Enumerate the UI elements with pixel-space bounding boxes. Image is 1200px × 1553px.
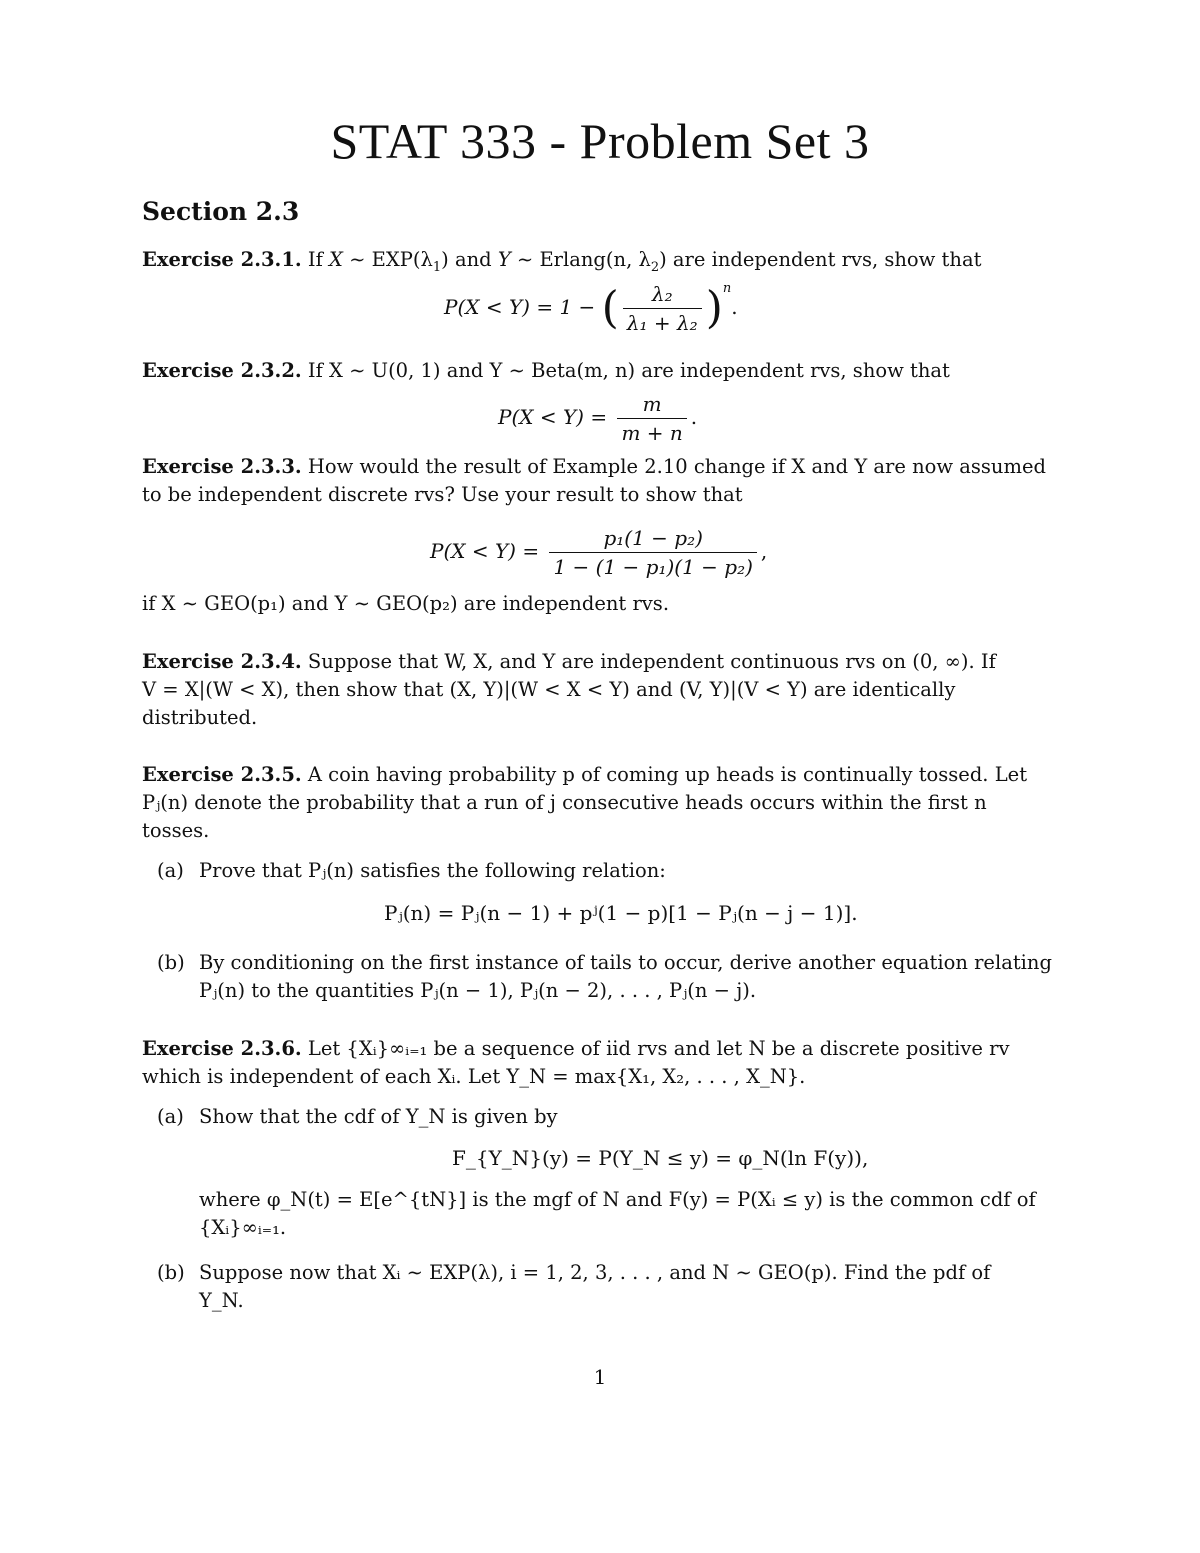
page-number: 1	[593, 1365, 607, 1389]
exercise-label: Exercise 2.3.4.	[142, 650, 302, 673]
fraction	[617, 392, 686, 445]
exercise-text: 2	[650, 259, 660, 275]
part-a-label: (a)	[157, 859, 184, 882]
equation-lhs: P(X < Y) = 1 −	[444, 295, 602, 319]
left-paren: (	[601, 282, 619, 334]
part-b-text: Y_N.	[199, 1289, 244, 1312]
fraction	[623, 282, 702, 335]
exercise-2-3-4-statement	[142, 648, 996, 676]
exercise-text: Y ∼	[497, 248, 540, 271]
equation-punct: .	[690, 405, 698, 429]
exercise-text-line: which is independent of each Xᵢ. Let Y_N = max{X₁, X₂, . . . , X_N}.	[142, 1065, 806, 1088]
equation-2-3-2	[498, 392, 697, 445]
exercise-text: ) are independent rvs, show that	[659, 248, 982, 271]
exercise-text: Erlang(n, λ	[539, 248, 651, 271]
part-a-text: Prove that Pⱼ(n) satisfies the following relation:	[199, 859, 666, 882]
page-title: STAT 333 - Problem Set 3	[330, 113, 870, 169]
section-heading: Section 2.3	[142, 197, 300, 226]
exercise-label: Exercise 2.3.2.	[142, 359, 302, 382]
exercise-text-line: V = X|(W < X), then show that (X, Y)|(W < X < Y) and (V, Y)|(V < Y) are identically	[142, 678, 956, 701]
equation-lhs: P(X < Y) =	[498, 405, 614, 429]
exercise-2-3-3-statement	[142, 453, 1046, 481]
exercise-2-3-1-statement	[142, 246, 981, 282]
part-b-text: Suppose now that Xᵢ ∼ EXP(λ), i = 1, 2, 3, . . . , and N ∼ GEO(p). Find the pdf of	[199, 1261, 991, 1284]
exercise-text: If	[301, 248, 330, 271]
exercise-label: Exercise 2.3.1.	[142, 248, 302, 271]
part-b-text: Pⱼ(n) to the quantities Pⱼ(n − 1), Pⱼ(n − 2), . . . , Pⱼ(n − j).	[199, 979, 757, 1002]
exercise-text: X ∼	[329, 248, 372, 271]
exponent: n	[722, 281, 732, 297]
fraction-numerator: λ₂	[651, 282, 673, 306]
equation-punct: .	[731, 295, 738, 319]
exercise-text-line: if X ∼ GEO(p₁) and Y ∼ GEO(p₂) are independent rvs.	[142, 592, 670, 615]
exercise-text-line: Pⱼ(n) denote the probability that a run of j consecutive heads occurs within the first n	[142, 791, 987, 814]
fraction-numerator: m	[642, 392, 662, 416]
exercise-label: Exercise 2.3.6.	[142, 1037, 302, 1060]
part-b-label: (b)	[157, 951, 185, 974]
exercise-label: Exercise 2.3.5.	[142, 763, 302, 786]
exercise-2-3-2-statement	[142, 357, 950, 385]
exercise-text: How would the result of Example 2.10 change if X and Y are now assumed	[301, 455, 1046, 478]
fraction	[549, 526, 756, 579]
fraction-denominator: λ₁ + λ₂	[623, 308, 702, 335]
fraction-numerator: p₁(1 − p₂)	[603, 526, 703, 550]
fraction-denominator: m + n	[617, 418, 686, 445]
exercise-text-line: distributed.	[142, 706, 258, 729]
fraction-denominator: 1 − (1 − p₁)(1 − p₂)	[549, 552, 756, 579]
part-b-label: (b)	[157, 1261, 185, 1284]
exercise-label: Exercise 2.3.3.	[142, 455, 302, 478]
equation-2-3-6: F_{Y_N}(y) = P(Y_N ≤ y) = φ_N(ln F(y)),	[452, 1146, 869, 1170]
exercise-text: A coin having probability p of coming up heads is continually tossed. Let	[301, 763, 1028, 786]
exercise-text: Suppose that W, X, and Y are independent continuous rvs on (0, ∞). If	[301, 650, 996, 673]
part-a-text: {Xᵢ}∞ᵢ₌₁.	[199, 1216, 287, 1239]
right-paren: )	[705, 282, 723, 334]
exercise-text: Let {Xᵢ}∞ᵢ₌₁ be a sequence of iid rvs and let N be a discrete positive rv	[301, 1037, 1010, 1060]
exercise-2-3-6-statement	[142, 1035, 1009, 1063]
part-b-text: By conditioning on the first instance of tails to occur, derive another equation relating	[199, 951, 1052, 974]
exercise-2-3-5-statement	[142, 761, 1027, 789]
exercise-text: EXP(λ	[371, 248, 433, 271]
equation-lhs: P(X < Y) =	[430, 539, 546, 563]
exercise-text: 1	[432, 259, 442, 275]
part-a-text: Show that the cdf of Y_N is given by	[199, 1105, 558, 1128]
exercise-text-line: to be independent discrete rvs? Use your result to show that	[142, 483, 743, 506]
equation-2-3-3	[430, 526, 767, 579]
equation-2-3-5: Pⱼ(n) = Pⱼ(n − 1) + pʲ(1 − p)[1 − Pⱼ(n − j − 1)].	[384, 901, 858, 925]
part-a-text: where φ_N(t) = E[e^{tN}] is the mgf of N and F(y) = P(Xᵢ ≤ y) is the common cdf of	[199, 1188, 1036, 1211]
equation-2-3-1	[444, 282, 738, 335]
exercise-text: If X ∼ U(0, 1) and Y ∼ Beta(m, n) are independent rvs, show that	[301, 359, 950, 382]
part-a-label: (a)	[157, 1105, 184, 1128]
exercise-text: ) and	[441, 248, 498, 271]
equation-punct: ,	[760, 539, 768, 563]
exercise-text-line: tosses.	[142, 819, 210, 842]
